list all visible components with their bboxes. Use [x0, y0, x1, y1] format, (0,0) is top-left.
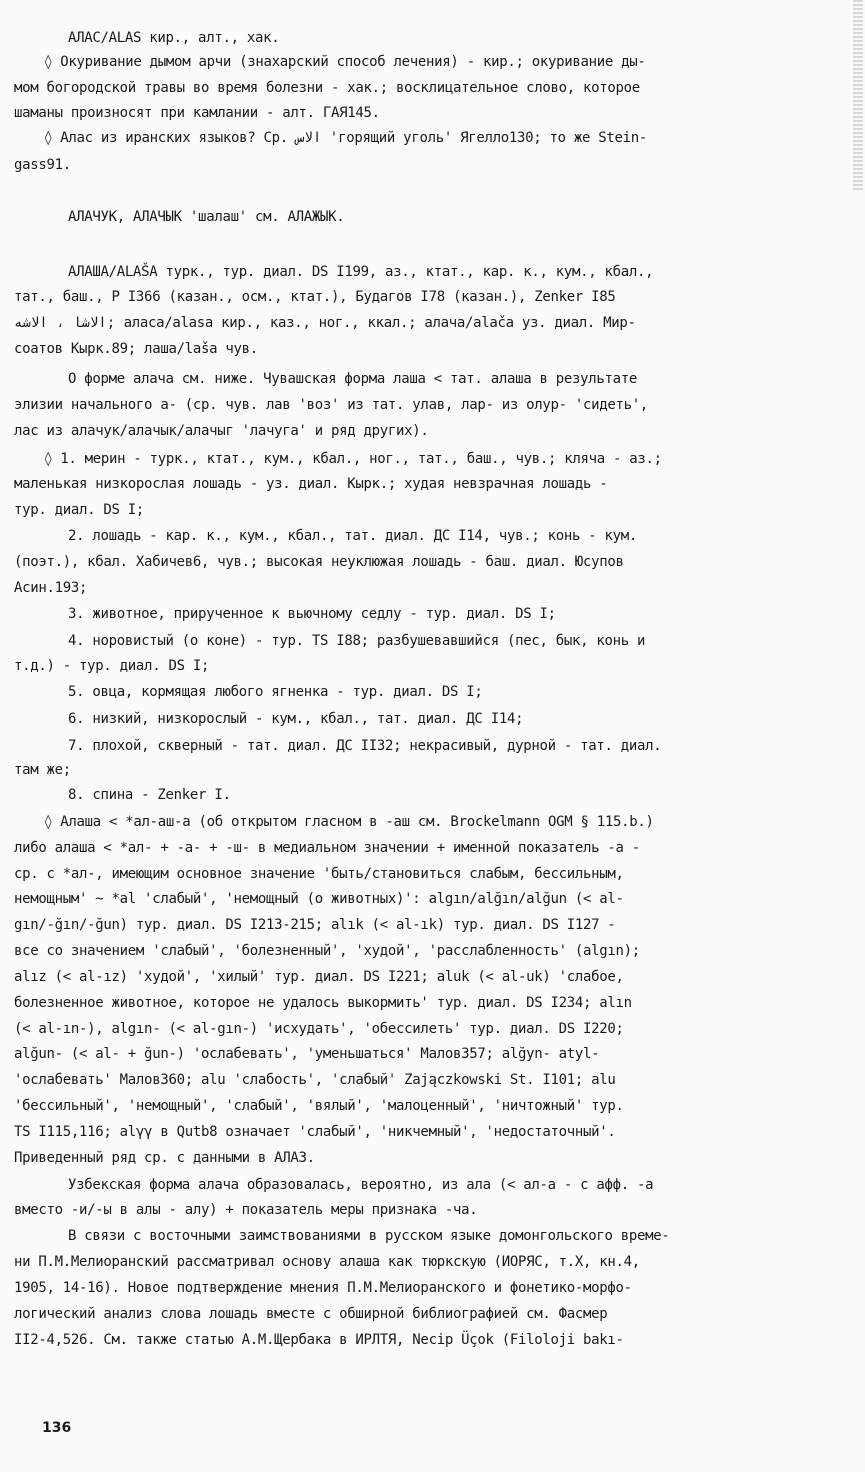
text-line: мом богородской травы во время болезни - хак.; восклицательное слово, которое: [14, 80, 640, 96]
text-line: АЛАЧУК, АЛАЧЫК 'шалаш' см. АЛАЖЫК.: [68, 209, 345, 225]
text-line: соатов Кырк.89; лаша/laša чув.: [14, 341, 258, 357]
text-line: II2-4,526. См. также статью А.М.Щербака в ИРЛТЯ, Necip Üçok (Filoloji bakı-: [14, 1332, 624, 1348]
text-line: все со значением 'слабый', 'болезненный', 'худой', 'расслабленность' (algın);: [14, 943, 640, 959]
text-line: TS I115,116; alγγ в Qutb8 означает 'слабый', 'никчемный', 'недостаточный'.: [14, 1124, 616, 1140]
text-line: 3. животное, прирученное к вьючному седлу - тур. диал. DS I;: [68, 606, 556, 622]
text-line: элизии начального а- (ср. чув. лав 'воз' из тат. улав, лар- из олур- 'сидеть',: [14, 397, 649, 413]
text-line: 1905, 14-16). Новое подтверждение мнения П.М.Мелиоранского и фонетико-морфо-: [14, 1280, 632, 1296]
text-line: лас из алачук/алачык/алачыг 'лачуга' и ряд других).: [14, 423, 429, 439]
text-line: Узбекская форма алача образовалась, вероятно, из ала (< ал-а - с афф. -а: [68, 1177, 654, 1193]
text-line: там же;: [14, 762, 71, 778]
text-line: тур. диал. DS I;: [14, 502, 145, 518]
text-line: gın/-ğın/-ğun) тур. диал. DS I213-215; alık (< al-ık) тур. диал. DS I127 -: [14, 917, 616, 933]
text-line: ср. с *ал-, имеющим основное значение 'быть/становиться слабым, бессильным,: [14, 866, 624, 882]
text-line: болезненное животное, которое не удалось выкормить' тур. диал. DS I234; alın: [14, 995, 632, 1011]
text-line: шаманы произносят при камлании - алт. ГАЯ145.: [14, 105, 380, 121]
text-line: ◊ Алас из иранских языков? Ср. الاس 'горящий уголь' Ягелло130; то же Stein-: [44, 130, 648, 146]
text-line: ◊ Окуривание дымом арчи (знахарский способ лечения) - кир.; окуривание ды-: [44, 54, 646, 70]
text-line: alğun- (< al- + ğun-) 'ослабевать', 'уменьшаться' Малов357; alğyn- atyl-: [14, 1046, 600, 1062]
text-line: логический анализ слова лошадь вместе с обширной библиографией см. Фасмер: [14, 1306, 608, 1322]
text-line: 6. низкий, низкорослый - кум., кбал., тат. диал. ДС I14;: [68, 711, 524, 727]
text-line: 5. овца, кормящая любого ягненка - тур. диал. DS I;: [68, 684, 483, 700]
text-line: Приведенный ряд ср. с данными в АЛАЗ.: [14, 1150, 315, 1166]
text-line: 4. норовистый (о коне) - тур. TS I88; разбушевавшийся (пес, бык, конь и: [68, 633, 646, 649]
text-line: (< al-ın-), algın- (< al-gın-) 'исхудать', 'обессилеть' тур. диал. DS I220;: [14, 1021, 624, 1037]
text-line: ◊ Алаша < *ал-аш-а (об открытом гласном в -аш см. Brockelmann OGM § 115.b.): [44, 814, 654, 830]
text-line: немощным' ~ *al 'слабый', 'немощный (о животных)': algın/alğın/alğun (< al-: [14, 891, 624, 907]
text-line: alız (< al-ız) 'худой', 'хилый' тур. диал. DS I221; aluk (< al-uk) 'слабое,: [14, 969, 624, 985]
text-line: 7. плохой, скверный - тат. диал. ДС II32; некрасивый, дурной - тат. диал.: [68, 738, 662, 754]
text-line: т.д.) - тур. диал. DS I;: [14, 658, 210, 674]
text-line: вместо -и/-ы в алы - алу) + показатель меры признака -ча.: [14, 1202, 478, 1218]
text-line: 'бессильный', 'немощный', 'слабый', 'вялый', 'малоценный', 'ничтожный' тур.: [14, 1098, 624, 1114]
page-number: 136: [42, 1420, 72, 1436]
text-line: 8. спина - Zenker I.: [68, 787, 231, 803]
text-line: ни П.М.Мелиоранский рассматривал основу алаша как тюркскую (ИОРЯС, т.X, кн.4,: [14, 1254, 640, 1270]
text-line: тат., баш., Р I366 (казан., осм., ктат.), Будагов I78 (казан.), Zenker I85: [14, 289, 616, 305]
text-line: (поэт.), кбал. Хабичев6, чув.; высокая неуклюжая лошадь - баш. диал. Юсупов: [14, 554, 624, 570]
text-line: В связи с восточными заимствованиями в русском языке домонгольского време-: [68, 1228, 670, 1244]
text-line: Асин.193;: [14, 580, 88, 596]
text-line: О форме алача см. ниже. Чувашская форма лаша < тат. алаша в результате: [68, 371, 638, 387]
text-line: маленькая низкорослая лошадь - уз. диал. Кырк.; худая невзрачная лошадь -: [14, 476, 608, 492]
text-line: الاشا ، الاشه; аласа/alasa кир., каз., ног., ккал.; алача/alača уз. диал. Мир-: [14, 315, 636, 331]
text-line: либо алаша < *ал- + -а- + -ш- в медиальном значении + именной показатель -а -: [14, 840, 640, 856]
text-line: ◊ 1. мерин - турк., ктат., кум., кбал., ног., тат., баш., чув.; кляча - аз.;: [44, 451, 662, 467]
text-line: 2. лошадь - кар. к., кум., кбал., тат. диал. ДС I14, чув.; конь - кум.: [68, 528, 638, 544]
text-line: АЛАША/ALAŠA турк., тур. диал. DS I199, аз., ктат., кар. к., кум., кбал.,: [68, 264, 654, 280]
text-line: 'ослабевать' Малов360; alu 'слабость', 'слабый' Zajączkowski St. I101; alu: [14, 1072, 616, 1088]
text-line: АЛАС/ALAS кир., алт., хак.: [68, 30, 280, 46]
text-line: gass91.: [14, 157, 71, 173]
